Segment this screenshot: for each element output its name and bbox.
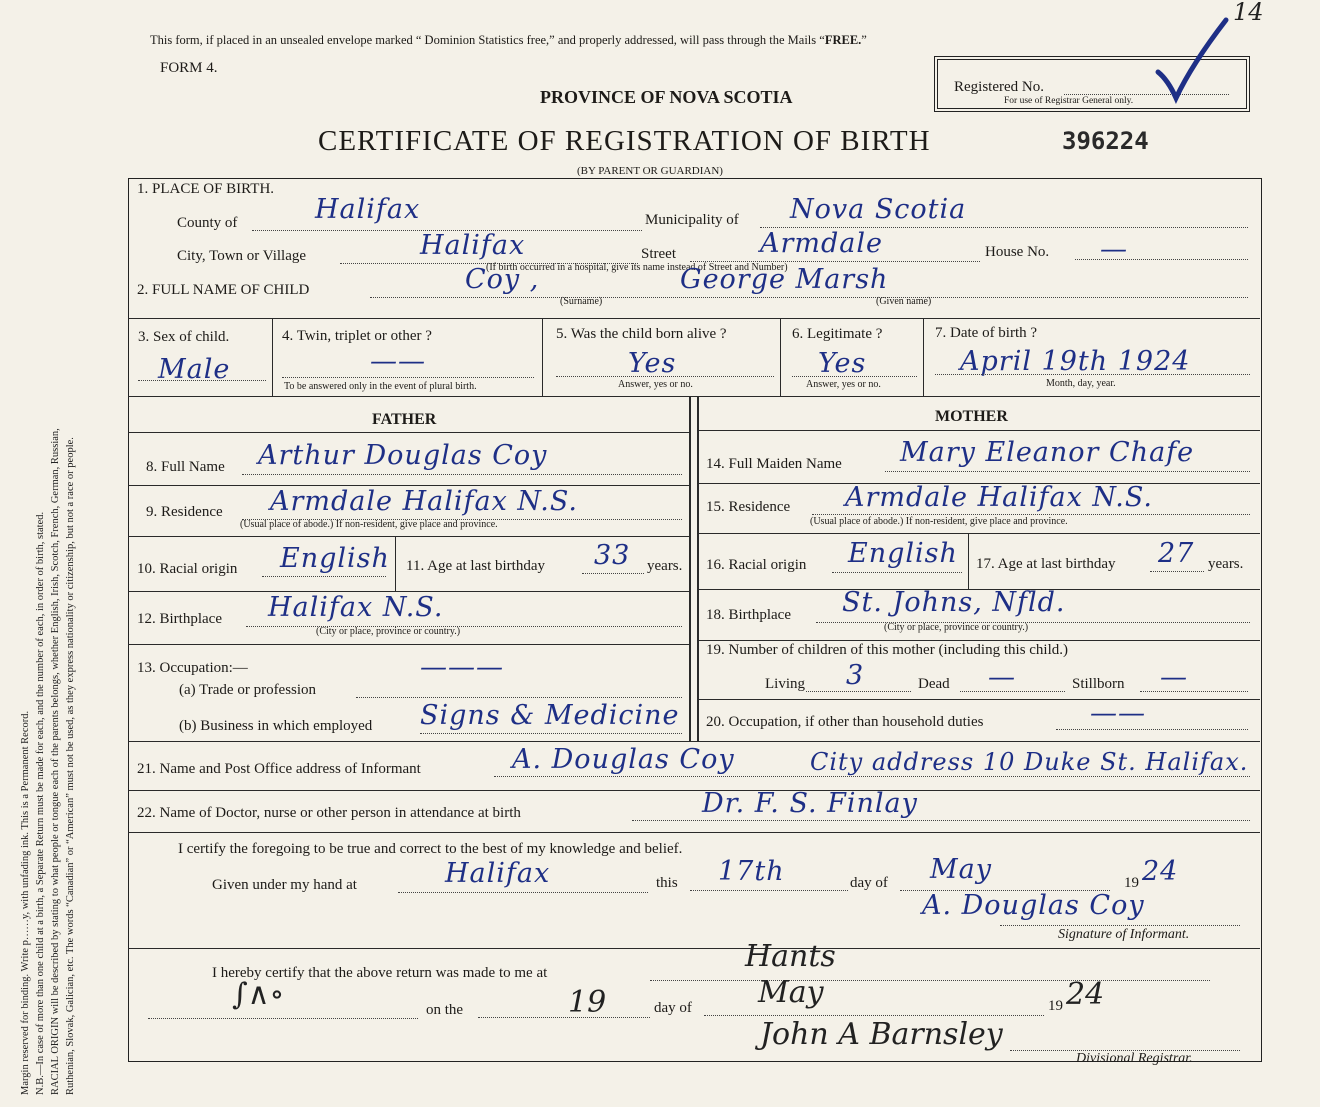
legitimate-label: 6. Legitimate ? xyxy=(792,326,883,342)
alive-note: Answer, yes or no. xyxy=(618,379,693,390)
attendant-line xyxy=(632,820,1250,821)
registrar-month-value: May xyxy=(758,975,824,1010)
mother-racial-line xyxy=(832,572,962,573)
mother-heading: MOTHER xyxy=(935,408,1008,425)
margin-note-binding: Margin reserved for binding. Write p……y, with unfading ink. This is a Permanent Record. xyxy=(20,710,31,1095)
mother-name-line xyxy=(885,471,1250,472)
mother-occupation-label: 20. Occupation, if other than household duties xyxy=(706,714,984,730)
alive-label: 5. Was the child born alive ? xyxy=(556,326,727,342)
municipality-value: Nova Scotia xyxy=(790,194,967,225)
informant-signature: A. Douglas Coy xyxy=(922,890,1145,921)
informant-line xyxy=(494,776,1250,777)
divisional-registrar-label: Divisional Registrar. xyxy=(1076,1051,1193,1066)
father-racial-label: 10. Racial origin xyxy=(137,561,238,577)
col-divider-sex xyxy=(272,318,273,396)
mother-row-15-line xyxy=(699,533,1260,534)
alive-value: Yes xyxy=(628,348,677,379)
mother-residence-value: Armdale Halifax N.S. xyxy=(845,482,1153,513)
mother-occupation-line xyxy=(1056,729,1248,730)
certification-line xyxy=(128,948,1260,949)
stillborn-value: — xyxy=(1160,662,1188,693)
father-residence-value: Armdale Halifax N.S. xyxy=(270,486,578,517)
parents-bottom-line xyxy=(128,741,1260,742)
father-age-label: 11. Age at last birthday xyxy=(406,558,545,574)
attendant-label: 22. Name of Doctor, nurse or other person in attendance at birth xyxy=(137,805,521,821)
father-racial-value: English xyxy=(280,543,390,574)
father-racial-line xyxy=(262,576,386,577)
mother-residence-note: (Usual place of abode.) If non-resident, give place and province. xyxy=(810,516,1068,527)
sex-line xyxy=(138,380,266,381)
col-divider-alive xyxy=(780,318,781,396)
corner-number: 14 xyxy=(1233,0,1264,26)
dead-value: — xyxy=(988,662,1016,693)
mother-heading-line xyxy=(699,430,1260,431)
given-place-line xyxy=(398,892,648,893)
registrar-place-value: Hants xyxy=(745,939,836,974)
mother-name-label: 14. Full Maiden Name xyxy=(706,456,842,472)
row-21-line xyxy=(128,790,1260,791)
col-divider-twin xyxy=(542,318,543,396)
signature-of-informant-label: Signature of Informant. xyxy=(1058,927,1190,942)
day-of-label: day of xyxy=(850,875,888,891)
registrar-day-line xyxy=(478,1017,650,1018)
municipality-label: Municipality of xyxy=(645,212,739,228)
county-label: County of xyxy=(177,215,238,231)
father-age-line xyxy=(582,573,644,574)
mother-name-value: Mary Eleanor Chafe xyxy=(900,437,1195,468)
father-name-value: Arthur Douglas Coy xyxy=(258,440,548,471)
child-name-line xyxy=(370,297,1248,298)
mother-age-line xyxy=(1150,571,1204,572)
city-value: Halifax xyxy=(420,230,526,261)
sex-value: Male xyxy=(158,354,231,385)
mother-racial-value: English xyxy=(848,538,958,569)
dob-line xyxy=(935,374,1250,375)
mother-birthplace-line xyxy=(816,622,1250,623)
mail-notice: This form, if placed in an unsealed envelope marked “ Dominion Statistics free,” and properly addressed, will pass through the Mails “FREE.” xyxy=(150,33,867,47)
informant-signature-line xyxy=(1000,925,1240,926)
child-given-name: George Marsh xyxy=(680,264,889,295)
year-suffix: 24 xyxy=(1142,856,1179,887)
dob-note: Month, day, year. xyxy=(1046,378,1116,389)
given-day-line xyxy=(690,890,848,891)
dob-value: April 19th 1924 xyxy=(960,346,1191,377)
business-label: (b) Business in which employed xyxy=(179,718,373,734)
margin-notes xyxy=(18,35,78,1095)
place-of-birth-label: 1. PLACE OF BIRTH. xyxy=(137,181,275,197)
stillborn-label: Stillborn xyxy=(1072,676,1125,692)
parents-divider-right xyxy=(697,396,699,741)
mother-age-value: 27 xyxy=(1158,538,1195,569)
given-place-value: Halifax xyxy=(445,858,551,889)
informant-label: 21. Name and Post Office address of Informant xyxy=(137,761,421,777)
this-label: this xyxy=(656,875,678,891)
dob-label: 7. Date of birth ? xyxy=(935,325,1038,341)
margin-note-racial-origin-cont: Ruthenian, Slovak, Galician, etc. The words “Canadian” or “American” must not be used, as they express nationality or citizenship, but not a race or people. xyxy=(65,437,76,1095)
father-heading: FATHER xyxy=(372,411,437,428)
province-heading: PROVINCE OF NOVA SCOTIA xyxy=(540,87,793,107)
father-age-value: 33 xyxy=(594,540,631,571)
street-label: Street xyxy=(641,246,676,262)
business-line xyxy=(420,733,682,734)
certificate-title: CERTIFICATE OF REGISTRATION OF BIRTH xyxy=(318,125,931,157)
father-residence-label: 9. Residence xyxy=(146,504,223,520)
registered-no-label: Registered No. xyxy=(954,79,1044,95)
parents-divider-left xyxy=(689,396,691,741)
mother-birthplace-note: (City or place, province or country.) xyxy=(884,622,1029,633)
child-surname: Coy , xyxy=(465,264,540,295)
father-heading-line xyxy=(128,432,689,433)
given-name-note: (Given name) xyxy=(876,296,932,307)
living-label: Living xyxy=(765,676,805,692)
father-birthplace-line xyxy=(246,626,682,627)
given-day-value: 17th xyxy=(718,856,785,887)
mother-birthplace-value: St. Johns, Nfld. xyxy=(842,587,1066,618)
certification-statement: I certify the foregoing to be true and correct to the best of my knowledge and belief. xyxy=(178,841,683,857)
twin-note: To be answered only in the event of plural birth. xyxy=(284,381,477,392)
on-the-label: on the xyxy=(426,1002,464,1018)
father-row-12-line xyxy=(128,644,689,645)
margin-note-multiple-births: N.B.—In case of more than one child at a birth, a Separate Return must be made for each, and the number of each, in order of birth, stated. xyxy=(35,511,46,1095)
father-name-line xyxy=(242,474,682,475)
row-22-line xyxy=(128,832,1260,833)
mother-years-label: years. xyxy=(1208,556,1244,572)
sex-label: 3. Sex of child. xyxy=(138,329,230,345)
mother-row-18-line xyxy=(699,640,1260,641)
alive-line xyxy=(556,376,774,377)
registrar-year-suffix: 24 xyxy=(1066,977,1105,1012)
father-age-divider xyxy=(395,536,396,591)
informant-name: A. Douglas Coy xyxy=(512,744,735,775)
father-birthplace-label: 12. Birthplace xyxy=(137,611,222,627)
mother-age-label: 17. Age at last birthday xyxy=(976,556,1116,572)
surname-note: (Surname) xyxy=(560,296,603,307)
child-name-label: 2. FULL NAME OF CHILD xyxy=(137,282,310,298)
mother-birthplace-label: 18. Birthplace xyxy=(706,607,791,623)
trade-label: (a) Trade or profession xyxy=(179,682,317,698)
registrar-day-of-label: day of xyxy=(654,1000,692,1016)
year-prefix: 19 xyxy=(1124,875,1139,891)
living-value: 3 xyxy=(846,660,865,691)
registered-no-note: For use of Registrar General only. xyxy=(1004,96,1134,106)
mother-row-19-line xyxy=(699,699,1260,700)
twin-value: —— xyxy=(370,346,426,377)
father-birthplace-note: (City or place, province or country.) xyxy=(316,626,461,637)
father-residence-note: (Usual place of abode.) If non-resident, give place and province. xyxy=(240,519,498,530)
row-divider-3-7-top xyxy=(128,318,1260,319)
mother-residence-label: 15. Residence xyxy=(706,499,791,515)
mother-age-divider xyxy=(968,533,969,589)
given-under-hand-label: Given under my hand at xyxy=(212,877,357,893)
registrar-left-line xyxy=(148,1018,418,1019)
registration-number: 396224 xyxy=(1062,127,1149,155)
house-no-value: — xyxy=(1100,234,1128,265)
margin-note-racial-origin: RACIAL ORIGIN will be described by stating to what people or tongue each of the parents belongs, whether English, Irish, Scotch, French, German, Russian, xyxy=(50,428,61,1095)
mother-racial-label: 16. Racial origin xyxy=(706,557,807,573)
twin-line xyxy=(282,377,534,378)
business-value: Signs & Medicine xyxy=(420,700,680,731)
form-number: FORM 4. xyxy=(160,60,218,76)
legitimate-value: Yes xyxy=(818,348,867,379)
attendant-name: Dr. F. S. Finlay xyxy=(702,788,918,819)
mother-occupation-value: —— xyxy=(1090,698,1146,729)
row-divider-3-7-bottom xyxy=(128,396,1260,397)
trade-value: ——— xyxy=(420,652,504,683)
registrar-year-prefix: 19 xyxy=(1048,998,1063,1014)
children-count-label: 19. Number of children of this mother (including this child.) xyxy=(706,642,1069,658)
father-years-label: years. xyxy=(647,558,683,574)
hospital-note: (If birth occurred in a hospital, give its name instead of Street and Number) xyxy=(486,262,788,273)
street-value: Armdale xyxy=(760,228,884,259)
registrar-signature: John A Barnsley xyxy=(760,1017,1003,1052)
father-birthplace-value: Halifax N.S. xyxy=(268,592,444,623)
county-value: Halifax xyxy=(315,194,421,225)
col-divider-legit xyxy=(923,318,924,396)
living-line xyxy=(806,691,911,692)
registrar-day-value: 19 xyxy=(568,985,607,1020)
legitimate-note: Answer, yes or no. xyxy=(806,379,881,390)
mother-residence-line xyxy=(812,514,1250,515)
stillborn-line xyxy=(1140,691,1248,692)
house-no-label: House No. xyxy=(985,244,1050,260)
twin-label: 4. Twin, triplet or other ? xyxy=(282,328,432,344)
registrar-statement: I hereby certify that the above return was made to me at xyxy=(212,965,548,981)
registrar-month-line xyxy=(704,1015,1044,1016)
father-name-label: 8. Full Name xyxy=(146,459,225,475)
given-month-value: May xyxy=(930,854,992,885)
legitimate-line xyxy=(792,376,917,377)
dead-label: Dead xyxy=(918,676,950,692)
informant-address: City address 10 Duke St. Halifax. xyxy=(810,748,1249,776)
checkmark-icon xyxy=(1150,14,1230,108)
father-row-9-line xyxy=(128,536,689,537)
city-label: City, Town or Village xyxy=(177,248,307,264)
certificate-subtitle: (BY PARENT OR GUARDIAN) xyxy=(577,165,723,177)
trade-line xyxy=(356,697,682,698)
father-occupation-label: 13. Occupation:— xyxy=(137,660,248,676)
registrar-mark: ∫∧∘ xyxy=(232,977,285,1012)
registrar-place-line xyxy=(650,980,1210,981)
